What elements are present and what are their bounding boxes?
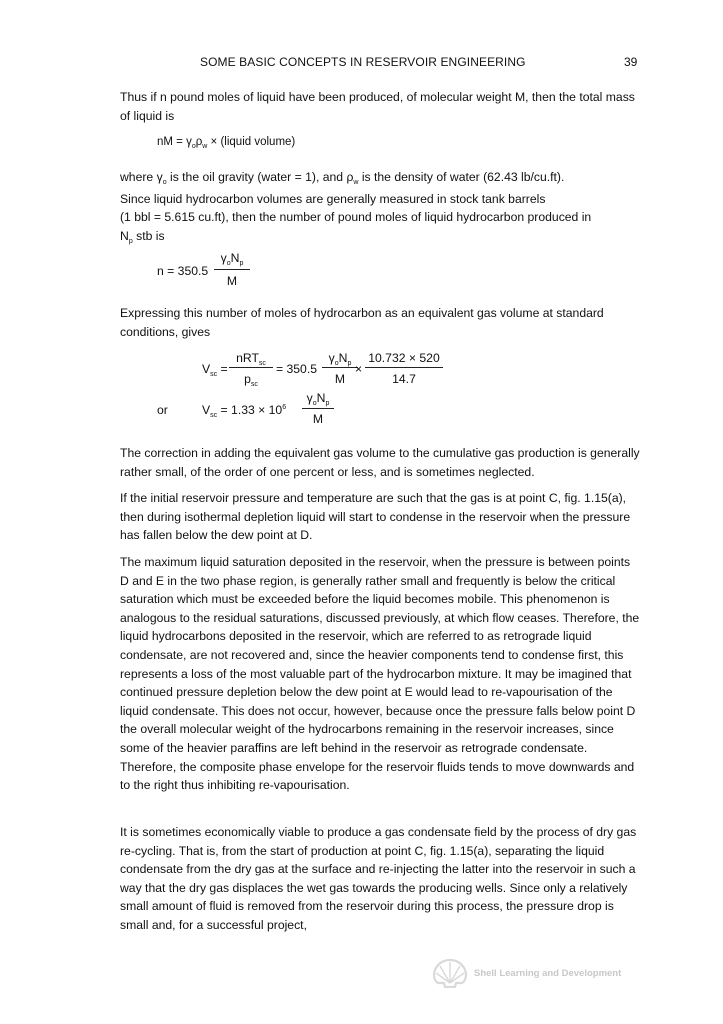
page-number: 39 — [624, 55, 638, 69]
eq3-frac1-num: nRT$_{sc}$ — [236, 351, 266, 367]
eq2-denominator: M — [226, 274, 238, 288]
equation-mass: nM = $\gamma_o\rho_w$ × (liquid volume) — [157, 136, 296, 150]
eq2-fraction-bar — [214, 269, 250, 270]
eq3-frac1-den: $p_{sc}$ — [244, 372, 258, 388]
footer — [432, 958, 622, 986]
eq3-frac3-num: 10.732 × 520 — [368, 351, 440, 365]
eq4-denominator: M — [312, 412, 324, 426]
footer-brand: Shell Learning and Development — [474, 968, 622, 979]
eq4-or: or — [157, 403, 168, 417]
eq3-frac2-bar — [322, 367, 358, 368]
paragraph-3: Expressing this number of moles of hydrocarbon as an equivalent gas volume at standard conditions, gives — [120, 306, 604, 339]
eq3-frac3-bar — [365, 367, 443, 368]
eq3-times: × — [355, 362, 363, 376]
running-title: SOME BASIC CONCEPTS IN RESERVOIR ENGINEERING — [200, 55, 526, 69]
eq3-lhs: $V_{sc}$ = — [202, 362, 228, 378]
eq4-fraction-bar — [302, 408, 334, 409]
eq2-numerator: $\gamma_oN_p$ — [220, 251, 244, 267]
shell-logo-ribs — [436, 962, 464, 983]
paragraph-6: The maximum liquid saturation deposited in the reservoir, when the pressure is between points D and E in the two phase region, is generally rather small and frequently is below the critical saturation which must be exceeded before the liquid becomes mobile. This phenomenon is analogous to the residual saturations, discussed previously, at which flow ceases. Therefore, the liquid hydrocarbons deposited in the reservoir, which are referred to as retrograde liquid condensate, are not recovered and, since the heavier components tend to condense first, this represents a loss of the most valuable part of the hydrocarbon mixture. It may be imagined that continued pressure depletion below the dew point at E would lead to re-vapourisation of the liquid condensate. This does not occur, however, because once the pressure falls below point D the overall molecular weight of the hydrocarbons remaining in the reservoir increases, since some of the heavier paraffins are left behind in the reservoir as retrograde condensate. Therefore, the composite phase envelope for the reservoir fluids tends to move downwards and to the right thus inhibiting re-vapourisation. — [120, 555, 640, 793]
paragraph-7: It is sometimes economically viable to produce a gas condensate field by the process of dry gas re-cycling. That is, from the start of production at point C, fig. 1.15(a), separating the liquid condensate from the dry gas at the surface and re-injecting the latter into the reservoir in such a way that the dry gas displaces the wet gas towards the producing wells. Since only a relatively small amount of fluid is removed from the reservoir during this process, the pressure drop is small and, for a successful project, — [120, 825, 637, 932]
paragraph-1: Thus if n pound moles of liquid have been produced, of molecular weight M, then the total mass of liquid is — [120, 90, 635, 123]
paragraph-2: where $\gamma_o$ is the oil gravity (water = 1), and $\rho_w$ is the density of water (62.43 lb/cu.ft). Since liquid hydrocarbon volumes are generally measured in stock tank barrels (1 bbl = 5.615 cu.ft), then the number of pound moles of liquid hydrocarbon produced in $N_p$ stb is — [120, 170, 592, 245]
eq3-frac2-num: $\gamma_oN_p$ — [328, 351, 352, 367]
shell-logo-icon — [432, 958, 468, 988]
eq3-frac1-bar — [229, 367, 273, 368]
eq2-lhs: n = 350.5 — [157, 264, 209, 278]
paragraph-4: The correction in adding the equivalent gas volume to the cumulative gas production is generally rather small, of the order of one percent or less, and is sometimes neglected. — [120, 446, 640, 479]
eq4-numerator: $\gamma_oN_p$ — [306, 391, 330, 407]
paragraph-5: If the initial reservoir pressure and temperature are such that the gas is at point C, fig. 1.15(a), then during isothermal depletion liquid will start to condense in the reservoir when the pressure has fallen below the dew point at D. — [120, 491, 631, 543]
eq4-lhs: $V_{sc} = 1.33 \times 10^6$ — [202, 403, 287, 419]
eq3-coefficient: = 350.5 — [276, 362, 318, 376]
eq3-frac3-den: 14.7 — [392, 372, 416, 386]
eq3-frac2-den: M — [334, 372, 346, 386]
